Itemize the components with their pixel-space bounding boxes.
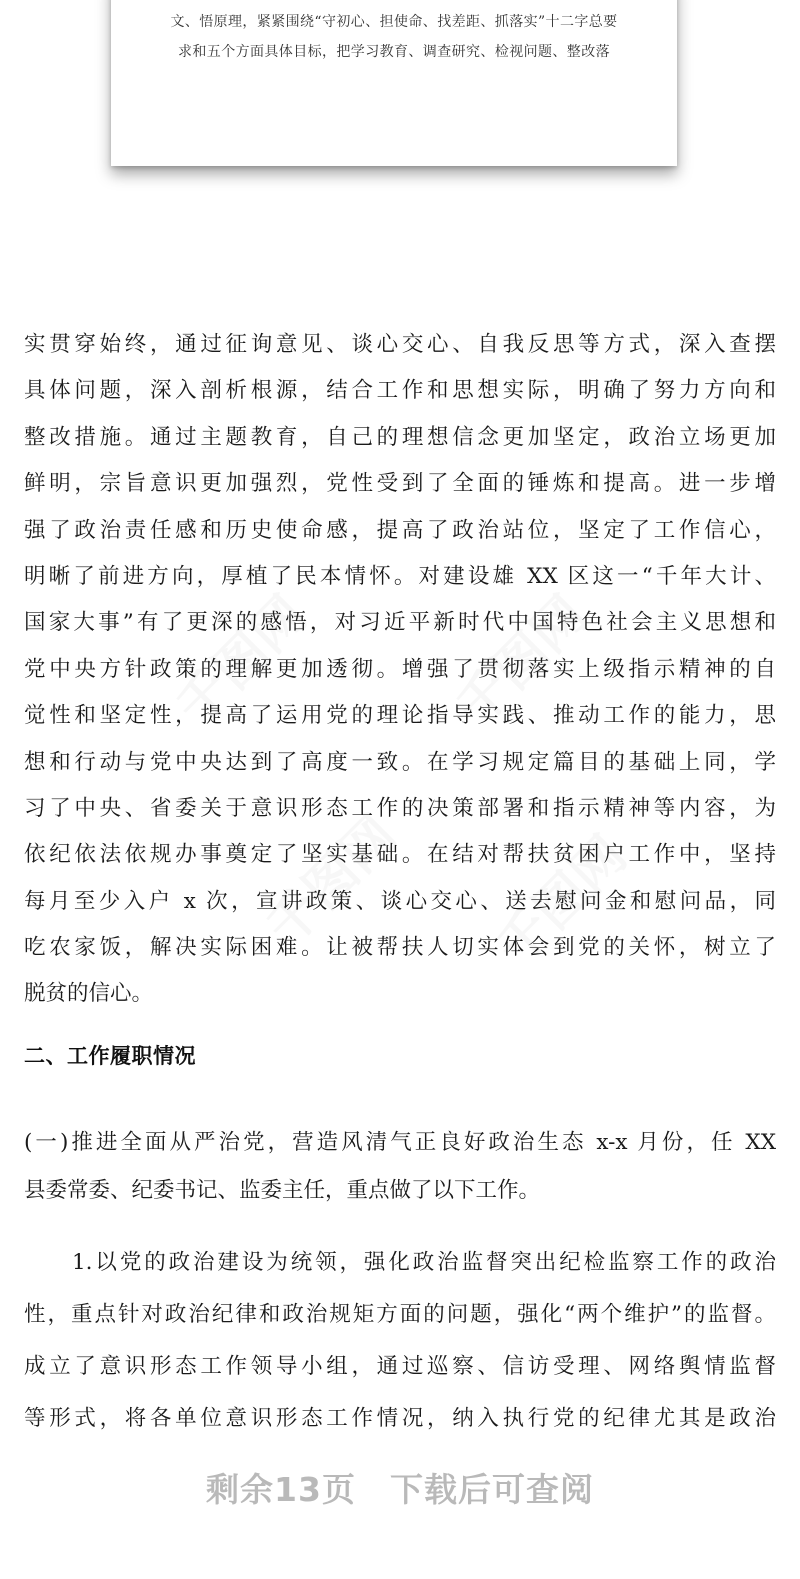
paragraph-line: 明晰了前进方向，厚植了民本情怀。对建设雄 XX 区这一“千年大计、 [24, 563, 776, 589]
remaining-pages-label: 剩余13页 [206, 1470, 356, 1509]
watermark: 千图网 [485, 825, 639, 978]
section-heading: 二、工作履职情况 [24, 1044, 196, 1068]
subsection-paragraph [24, 1119, 776, 1215]
paragraph-line: 具体问题，深入剖析根源，结合工作和思想实际，明确了努力方向和 [24, 378, 776, 404]
watermark: 千图网 [445, 585, 599, 738]
paragraph-line: 党中央方针政策的理解更加透彻。增强了贯彻落实上级指示精神的自 [24, 656, 776, 682]
body-paragraph [24, 322, 776, 1018]
watermark: 千图网 [255, 805, 409, 958]
watermark: 千图网 [165, 585, 319, 738]
paragraph-line: 强了政治责任感和历史使命感，提高了政治站位，坚定了工作信心， [24, 517, 776, 543]
paragraph-line: 1.以党的政治建设为统领，强化政治监督突出纪检监察工作的政治 [72, 1250, 776, 1275]
paragraph-line: 等形式，将各单位意识形态工作情况，纳入执行党的纪律尤其是政治 [24, 1406, 776, 1431]
paragraph-line: 县委常委、纪委书记、监委主任，重点做了以下工作。 [24, 1178, 541, 1203]
download-to-view-label: 下载后可查阅 [389, 1470, 594, 1509]
paragraph-line: 每月至少入户 x 次，宣讲政策、谈心交心、送去慰问金和慰问品，同 [24, 888, 776, 914]
paragraph-line: 习了中央、省委关于意识形态工作的决策部署和指示精神等内容，为 [24, 795, 776, 821]
download-to-read-more-link[interactable] [0, 1464, 800, 1511]
paragraph-line: 性，重点针对政治纪律和政治规矩方面的问题，强化“两个维护”的监督。 [24, 1302, 776, 1327]
card-text-line: 求和五个方面具体目标，把学习教育、调查研究、检视问题、整改落 [178, 44, 610, 60]
paragraph-line: 想和行动与党中央达到了高度一致。在学习规定篇目的基础上同，学 [24, 749, 776, 775]
paragraph-line: (一)推进全面从严治党，营造风清气正良好政治生态 x-x 月份，任 XX [24, 1130, 776, 1155]
preview-page-card [111, 0, 677, 166]
paragraph-line: 整改措施。通过主题教育，自己的理想信念更加坚定，政治立场更加 [24, 424, 776, 450]
paragraph-line: 觉性和坚定性，提高了运用党的理论指导实践、推动工作的能力，思 [24, 703, 776, 729]
paragraph-line: 依纪依法依规办事奠定了坚实基础。在结对帮扶贫困户工作中，坚持 [24, 842, 776, 868]
paragraph-line: 鲜明，宗旨意识更加强烈，党性受到了全面的锤炼和提高。进一步增 [24, 471, 776, 497]
card-text-line: 文、悟原理，紧紧围绕“守初心、担使命、找差距、抓落实”十二字总要 [170, 14, 618, 30]
paragraph-line: 吃农家饭，解决实际困难。让被帮扶人切实体会到党的关怀，树立了 [24, 935, 776, 961]
paragraph-line: 成立了意识形态工作领导小组，通过巡察、信访受理、网络舆情监督 [24, 1354, 776, 1379]
paragraph-line: 脱贫的信心。 [24, 981, 154, 1007]
paragraph-line: 实贯穿始终，通过征询意见、谈心交心、自我反思等方式，深入查摆 [24, 332, 776, 357]
point-paragraph [24, 1237, 776, 1445]
paragraph-line: 国家大事”有了更深的感悟，对习近平新时代中国特色社会主义思想和 [24, 610, 776, 636]
